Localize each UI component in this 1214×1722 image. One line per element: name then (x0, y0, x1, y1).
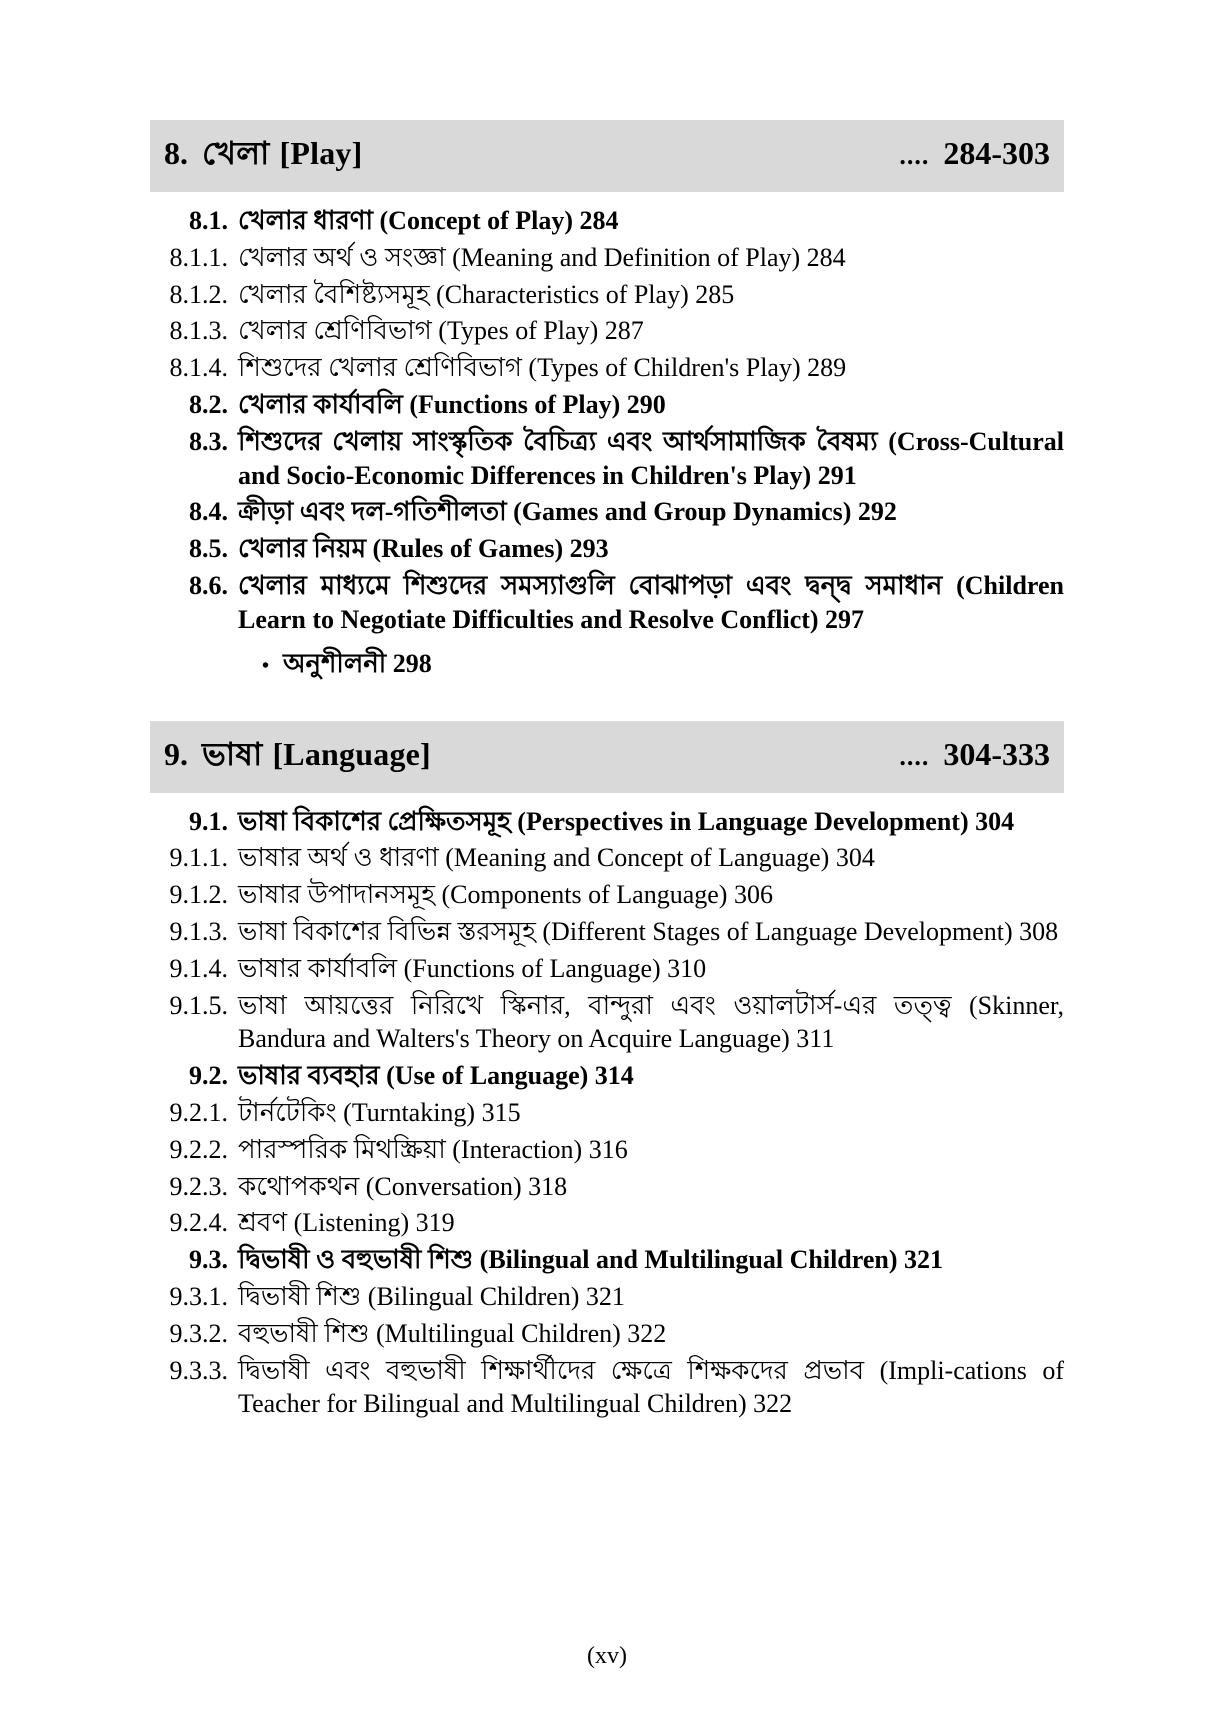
toc-entry[interactable] (150, 351, 1064, 385)
toc-entry[interactable] (150, 1280, 1064, 1314)
toc-entry-text: টার্নটেকিং (Turntaking) 315 (238, 1097, 521, 1127)
toc-entry[interactable] (150, 388, 1064, 422)
toc-entry-text: ভাষার কার্যাবলি (Functions of Language) 310 (238, 953, 707, 983)
toc-entry-text: দ্বিভাষী ও বহুভাষী শিশু (Bilingual and Multilingual Children) 321 (238, 1245, 943, 1275)
chapter-9-pages: 304-333 (943, 735, 1050, 772)
toc-entry[interactable] (150, 204, 1064, 238)
chapter-8-title-group (164, 128, 362, 182)
toc-entry[interactable] (150, 1243, 1064, 1277)
toc-entry-number: 9.1.2. (169, 880, 228, 910)
toc-entry-text: ভাষা আয়ত্তের নিরিখে স্কিনার, বান্দুরা এবং ওয়ালটার্স-এর তত্ত্ব (Skinner, Bandura and Walters's Theory on Acquire Language) 311 (238, 990, 1064, 1054)
toc-entry-text: দ্বিভাষী শিশু (Bilingual Children) 321 (238, 1281, 625, 1311)
chapter-header-8 (150, 120, 1064, 192)
chapter-8-dots: .... (899, 141, 930, 170)
toc-entry-text: ভাষার ব্যবহার (Use of Language) 314 (238, 1061, 634, 1091)
toc-entry[interactable] (150, 495, 1064, 529)
toc-entry[interactable] (150, 1133, 1064, 1167)
toc-entry-number: 9.2. (189, 1061, 228, 1091)
toc-entry-text: কথোপকথন (Conversation) 318 (238, 1171, 568, 1201)
toc-entry-text: শ্রবণ (Listening) 319 (238, 1208, 455, 1238)
toc-entry-text: ভাষার উপাদানসমূহ (Components of Language) 306 (238, 880, 773, 910)
toc-entry[interactable] (150, 425, 1064, 493)
toc-entry-number: 9.3. (189, 1245, 228, 1275)
chapter-8-pages: 284-303 (943, 135, 1050, 171)
toc-entry-text: দ্বিভাষী এবং বহুভাষী শিক্ষার্থীদের ক্ষেত্রে শিক্ষকদের প্রভাব (Impli-cations of Teacher for Bilingual and Multilingual Children) 322 (238, 1355, 1064, 1419)
chapter-9-page-group (899, 736, 1050, 773)
toc-entry-text: খেলার বৈশিষ্ট্যসমূহ (Characteristics of Play) 285 (238, 279, 735, 309)
toc-entry-number: 9.3.1. (169, 1281, 228, 1311)
toc-entry-number: 8.1. (189, 206, 228, 235)
toc-entry-number: 9.3.3. (169, 1355, 228, 1385)
toc-entry-text: ভাষা বিকাশের প্রেক্ষিতসমূহ (Perspectives in Language Development) 304 (238, 806, 1015, 836)
toc-bullet-item[interactable] (262, 643, 1064, 687)
toc-entry-number: 8.3. (189, 426, 228, 456)
toc-entry-number: 8.6. (189, 570, 228, 600)
toc-entry[interactable] (150, 841, 1064, 875)
chapter-8-page-group (899, 135, 1050, 172)
chapter-9-dots: .... (899, 741, 930, 771)
toc-entry[interactable] (150, 314, 1064, 348)
toc-entry-text: বহুভাষী শিশু (Multilingual Children) 322 (238, 1318, 667, 1348)
toc-entry-number: 8.1.2. (169, 279, 228, 309)
chapter-9-title-bn: ভাষা (202, 735, 263, 772)
toc-entry[interactable] (150, 915, 1064, 949)
toc-entry-text: ভাষার অর্থ ও ধারণা (Meaning and Concept of Language) 304 (238, 843, 875, 873)
toc-entry[interactable] (150, 1354, 1064, 1422)
toc-entry-text: পারস্পরিক মিথস্ক্রিয়া (Interaction) 316 (238, 1134, 628, 1164)
toc-entry-number: 9.1.4. (169, 953, 228, 983)
toc-entry-number: 8.1.3. (169, 316, 228, 346)
toc-entry[interactable] (150, 278, 1064, 312)
toc-entry-number: 8.1.4. (169, 353, 228, 383)
toc-entry-number: 9.1.1. (169, 843, 228, 873)
toc-entry-text: ভাষা বিকাশের বিভিন্ন স্তরসমূহ (Different Stages of Language Development) 308 (238, 916, 1059, 946)
toc-entry-number: 8.4. (189, 497, 228, 527)
toc-entry-text: খেলার শ্রেণিবিভাগ (Types of Play) 287 (238, 316, 644, 346)
toc-entry-text: খেলার অর্থ ও সংজ্ঞা (Meaning and Definition of Play) 284 (238, 242, 846, 272)
toc-entry-text: শিশুদের খেলার শ্রেণিবিভাগ (Types of Children's Play) 289 (238, 353, 847, 383)
toc-entry-number: 9.2.3. (169, 1171, 228, 1201)
toc-entry-number: 9.1.3. (169, 916, 228, 946)
toc-entry-number: 9.3.2. (169, 1318, 228, 1348)
toc-entry-number: 9.2.4. (169, 1208, 228, 1238)
toc-entry-number: 8.2. (189, 389, 228, 419)
toc-entry-text: খেলার মাধ্যমে শিশুদের সমস্যাগুলি বোঝাপড়া এবং দ্বন্দ্ব সমাধান (Children Learn to Negotiate Difficulties and Resolve Conflict) 297 (238, 570, 1064, 634)
chapter-8-title-bn: খেলা (202, 135, 270, 171)
toc-entry[interactable] (150, 878, 1064, 912)
toc-entry[interactable] (150, 805, 1064, 839)
toc-entry-text: ক্রীড়া এবং দল-গতিশীলতা (Games and Group Dynamics) 292 (238, 497, 897, 527)
toc-entry[interactable] (150, 989, 1064, 1057)
chapter-9-title-group (164, 729, 431, 783)
toc-entry-text: শিশুদের খেলায় সাংস্কৃতিক বৈচিত্র্য এবং আর্থসামাজিক বৈষম্য (Cross-Cultural and Socio-Economic Differences in Children's Play) 291 (238, 426, 1064, 490)
toc-entry[interactable] (150, 1206, 1064, 1240)
bullet-icon: • (262, 654, 270, 677)
toc-entry-number: 9.1. (189, 806, 228, 836)
chapter-8-number: 8. (164, 135, 188, 171)
toc-entry-text: খেলার ধারণা (Concept of Play) 284 (238, 206, 619, 235)
toc-entry-number: 9.2.2. (169, 1134, 228, 1164)
toc-entry[interactable] (150, 952, 1064, 986)
toc-bullet-text: অনুশীলনী 298 (283, 648, 432, 678)
toc-entry[interactable] (150, 1317, 1064, 1351)
toc-entry[interactable] (150, 532, 1064, 566)
toc-entry[interactable] (150, 569, 1064, 637)
chapter-8-title-en: [Play] (279, 135, 363, 171)
chapter-9-number: 9. (164, 735, 188, 772)
toc-entry[interactable] (150, 1170, 1064, 1204)
toc-entry[interactable] (150, 241, 1064, 275)
chapter-9-title-en: [Language] (272, 735, 431, 772)
toc-entry-text: খেলার কার্যাবলি (Functions of Play) 290 (238, 389, 666, 419)
toc-entry-number: 9.2.1. (169, 1097, 228, 1127)
toc-entry-number: 8.5. (189, 534, 228, 564)
toc-entry[interactable] (150, 1059, 1064, 1093)
toc-entry-number: 9.1.5. (169, 990, 228, 1020)
toc-entry-number: 8.1.1. (169, 242, 228, 272)
toc-entry[interactable] (150, 1096, 1064, 1130)
toc-entry-text: খেলার নিয়ম (Rules of Games) 293 (238, 534, 609, 564)
page-number: (xv) (587, 1643, 627, 1669)
chapter-header-9 (150, 721, 1064, 793)
